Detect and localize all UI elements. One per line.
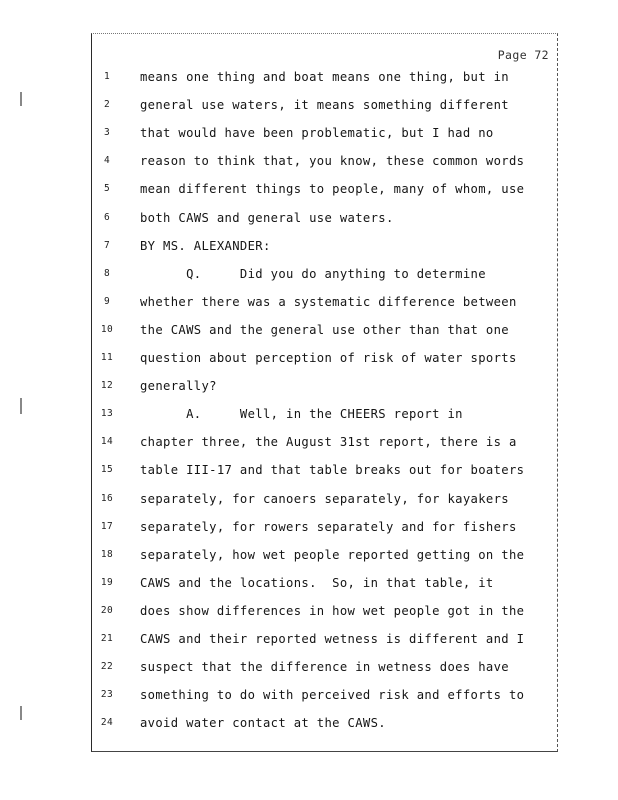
transcript-line [92,685,557,705]
line-text: both CAWS and general use waters. [140,210,394,225]
line-text: generally? [140,379,217,394]
transcript-line [92,629,557,649]
line-text: general use waters, it means something different [140,98,509,113]
line-number: 21 [100,633,114,644]
transcript-line [92,432,557,452]
line-text: whether there was a systematic difference between [140,294,517,309]
margin-mark-top [20,92,22,106]
line-text: question about perception of risk of water sports [140,351,517,365]
transcript-line [92,545,557,565]
line-number: 24 [100,717,114,729]
line-number: 12 [100,380,114,392]
transcript-line [92,179,557,199]
line-text: separately, for canoers separately, for kayakers [140,491,509,506]
page-number: Page 72 [497,48,549,62]
line-number: 22 [100,661,114,673]
line-number: 3 [103,127,111,139]
line-text: something to do with perceived risk and efforts to [140,688,525,703]
line-number: 10 [100,323,114,335]
transcript-line [92,95,557,115]
transcript-line [92,517,557,537]
line-number: 2 [103,99,111,111]
transcript-line [92,67,557,87]
line-number: 6 [103,211,111,223]
line-number: 23 [100,689,114,701]
margin-mark-bottom [20,706,22,720]
line-text: avoid water contact at the CAWS. [140,716,386,731]
transcript-page [91,33,558,752]
line-number: 13 [100,408,114,420]
transcript-line [92,292,557,312]
line-number: 17 [100,520,114,532]
line-text: BY MS. ALEXANDER: [140,238,271,253]
line-text: CAWS and their reported wetness is different and I [140,632,525,646]
line-number: 11 [100,352,114,363]
transcript-line [92,657,557,677]
transcript-line [92,348,557,368]
line-number: 20 [100,604,114,616]
transcript-line [92,489,557,509]
transcript-line [92,151,557,171]
line-text: suspect that the difference in wetness does have [140,660,509,675]
line-text: CAWS and the locations. So, in that table, it [140,575,494,590]
transcript-line [92,460,557,480]
line-text: mean different things to people, many of whom, use [140,182,525,197]
margin-mark-middle [20,398,22,414]
line-text: that would have been problematic, but I had no [140,126,494,141]
line-number: 14 [100,436,114,448]
line-number: 1 [103,71,111,82]
line-text: reason to think that, you know, these common words [140,154,525,169]
transcript-line [92,376,557,396]
line-text: separately, for rowers separately and for fishers [140,519,517,534]
line-number: 19 [100,576,114,588]
transcript-line [92,264,557,284]
line-text: the CAWS and the general use other than that one [140,322,509,337]
transcript-line [92,601,557,621]
transcript-line [92,713,557,733]
line-number: 18 [100,548,114,560]
transcript-line [92,404,557,424]
line-text: chapter three, the August 31st report, there is a [140,435,517,450]
line-number: 9 [103,295,111,307]
line-text: separately, how wet people reported getting on the [140,547,525,562]
line-number: 7 [103,239,111,251]
transcript-line [92,573,557,593]
transcript-line [92,208,557,228]
line-text: means one thing and boat means one thing, but in [140,70,509,84]
line-text: Q. Did you do anything to determine [140,266,486,281]
line-number: 8 [103,267,111,279]
line-number: 16 [100,492,114,504]
transcript-line [92,320,557,340]
line-number: 5 [103,183,111,195]
line-text: A. Well, in the CHEERS report in [140,407,463,422]
transcript-line [92,236,557,256]
line-number: 15 [100,464,114,476]
line-text: table III-17 and that table breaks out for boaters [140,463,525,478]
line-text: does show differences in how wet people got in the [140,603,525,618]
transcript-line [92,123,557,143]
line-number: 4 [103,155,111,167]
